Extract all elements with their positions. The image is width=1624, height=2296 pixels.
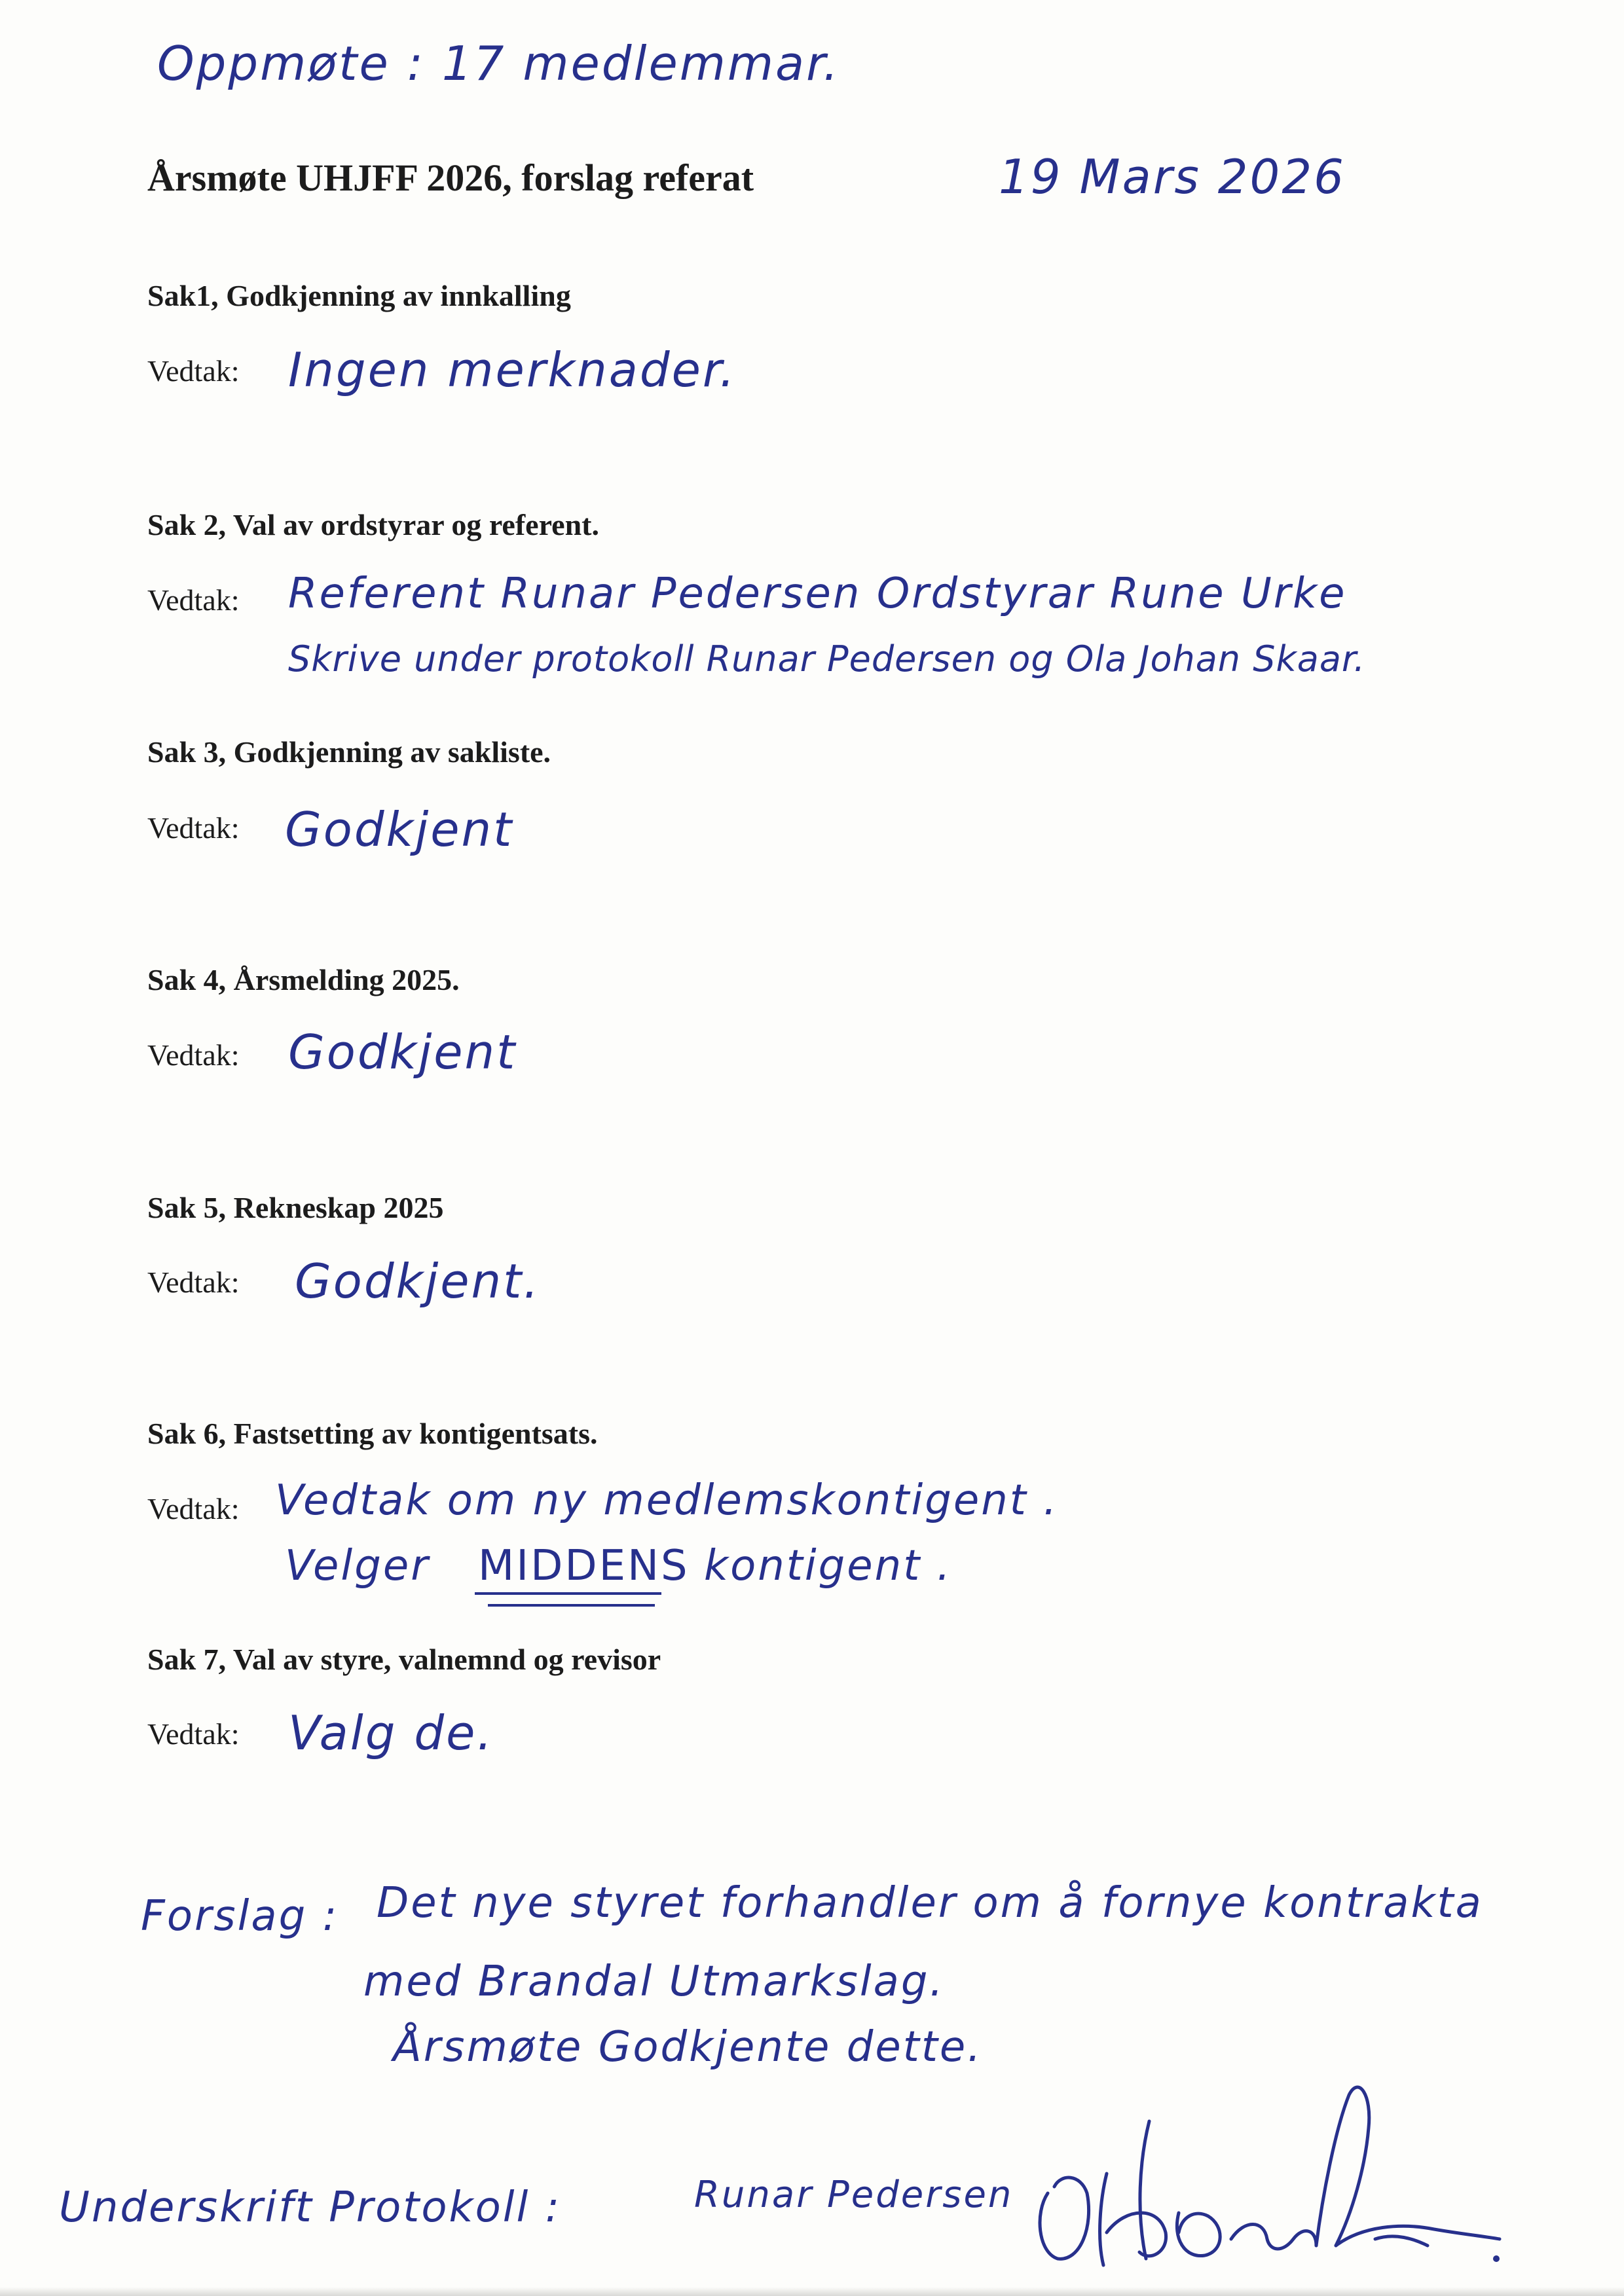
vedtak-label-2: Vedtak: <box>147 583 240 617</box>
item-decision-4: Godkjent <box>288 1025 517 1080</box>
item-heading-4: Sak 4, Årsmelding 2025. <box>147 963 460 996</box>
vedtak-label-6: Vedtak: <box>147 1492 240 1525</box>
item-decision-6-line2: kontigent . <box>704 1542 952 1590</box>
item-decision-7: Valg de. <box>288 1705 494 1760</box>
item-heading-7: Sak 7, Val av styre, valnemnd og revisor <box>147 1643 661 1676</box>
middens-underline-2 <box>488 1604 655 1607</box>
item-decision-3: Godkjent <box>285 802 514 857</box>
attendance-note: Oppmøte : 17 medlemmar. <box>157 36 841 91</box>
vedtak-label-1: Vedtak: <box>147 354 240 388</box>
signature-label: Underskrift Protokoll : <box>59 2183 562 2232</box>
proposal-line-2: med Brandal Utmarkslag. <box>363 1958 945 2006</box>
item-decision-6-middens: MIDDENS <box>478 1542 690 1590</box>
item-decision-2-line1: Referent Runar Pedersen Ordstyrar Rune Urke <box>288 570 1347 618</box>
meeting-date: 19 Mars 2026 <box>999 149 1346 204</box>
proposal-line-1: Det nye styret forhandler om å fornye kontrakta <box>377 1879 1483 1927</box>
vedtak-label-5: Vedtak: <box>147 1266 240 1299</box>
item-heading-3: Sak 3, Godkjenning av sakliste. <box>147 735 551 769</box>
page-title: Årsmøte UHJFF 2026, forslag referat <box>147 156 754 199</box>
middens-underline-1 <box>475 1592 661 1595</box>
item-decision-2-line2: Skrive under protokoll Runar Pedersen og Ola Johan Skaar. <box>288 638 1366 680</box>
item-decision-6-velger: Velger <box>285 1542 430 1590</box>
item-decision-6-line1: Vedtak om ny medlemskontigent . <box>275 1476 1059 1525</box>
item-decision-5: Godkjent. <box>295 1254 541 1309</box>
vedtak-label-3: Vedtak: <box>147 811 240 845</box>
item-heading-2: Sak 2, Val av ordstyrar og referent. <box>147 508 599 541</box>
proposal-line-3: Årsmøte Godkjente dette. <box>393 2023 983 2071</box>
vedtak-label-7: Vedtak: <box>147 1717 240 1751</box>
signature-name-runar: Runar Pedersen <box>694 2174 1014 2216</box>
item-heading-1: Sak1, Godkjenning av innkalling <box>147 279 571 312</box>
item-heading-5: Sak 5, Rekneskap 2025 <box>147 1191 444 1224</box>
scan-edge <box>0 2287 1624 2296</box>
item-decision-1: Ingen merknader. <box>288 342 737 397</box>
handwritten-signature <box>1008 2043 1506 2278</box>
item-heading-6: Sak 6, Fastsetting av kontigentsats. <box>147 1417 598 1450</box>
proposal-label: Forslag : <box>141 1892 339 1941</box>
vedtak-label-4: Vedtak: <box>147 1038 240 1072</box>
